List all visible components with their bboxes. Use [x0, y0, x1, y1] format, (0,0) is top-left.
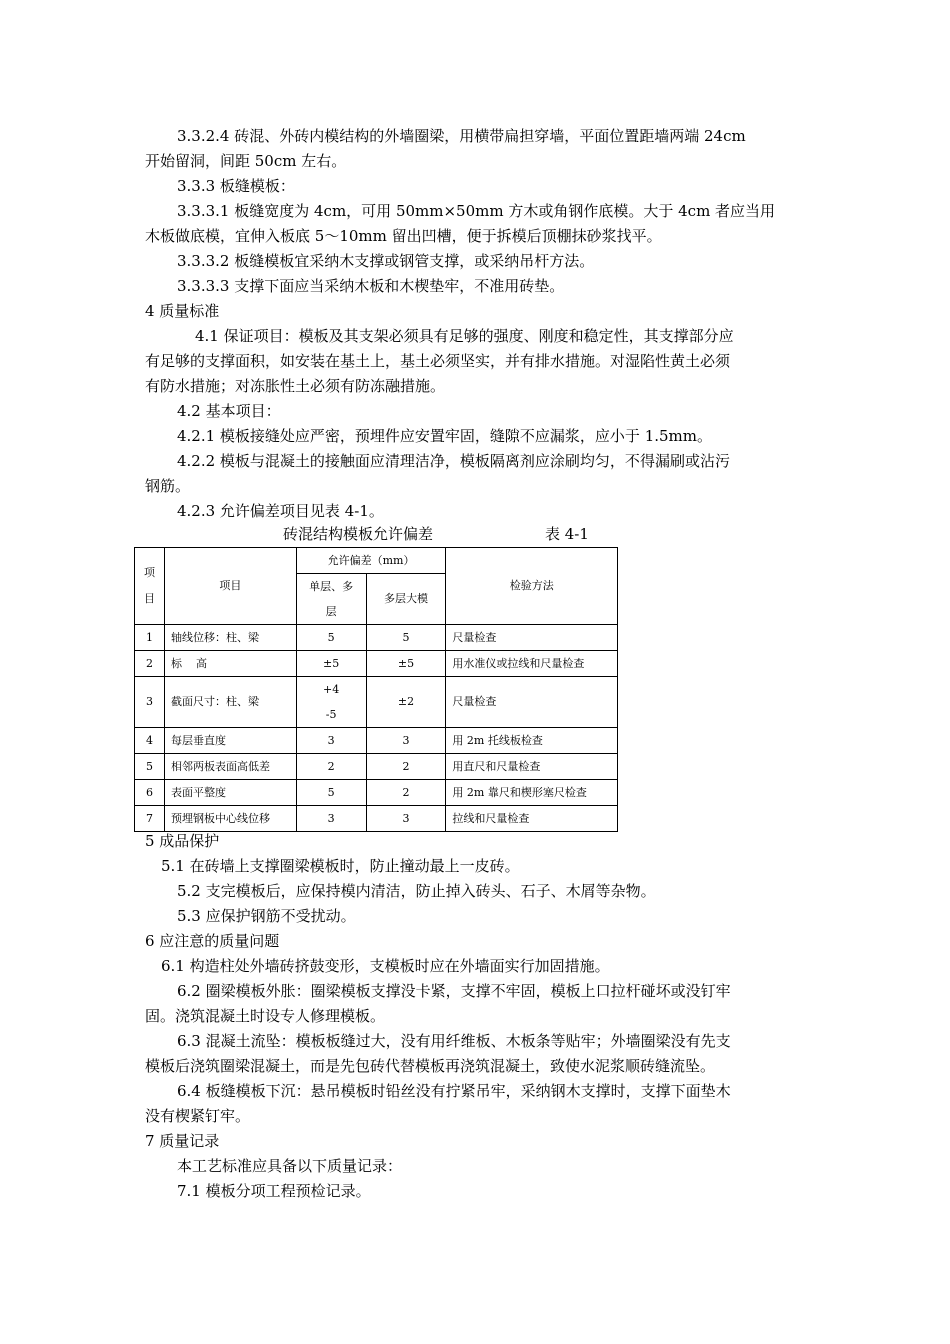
cell-method: 尺量检查 [446, 677, 618, 728]
header-deviation-single-line1: 单层、多 [309, 580, 354, 593]
table-row [135, 754, 618, 780]
paragraph-7-intro: 本工艺标准应具备以下质量记录： [177, 1157, 403, 1175]
section-heading-5: 5 成品保护 [145, 832, 220, 850]
cell-dev-single: 5 [296, 625, 366, 651]
cell-item: 截面尺寸：柱、梁 [164, 677, 296, 728]
cell-method: 用 2m 靠尺和楔形塞尺检查 [446, 780, 618, 806]
table-header-row-1 [135, 548, 618, 574]
paragraph-6-1: 6.1 构造柱处外墙砖挤鼓变形，支模板时应在外墙面实行加固措施。 [161, 957, 610, 975]
cell-no: 7 [135, 806, 165, 832]
cell-no: 3 [135, 677, 165, 728]
paragraph-3-3-3-1-line1: 3.3.3.1 板缝宽度为 4cm，可用 50mm×50mm 方木或角钢作底模。大于 4cm 者应当用 [177, 202, 776, 220]
header-no-char-1: 项 [143, 566, 155, 579]
paragraph-6-2-line1: 6.2 圈梁模板外胀：圈梁模板支撑没卡紧，支撑不牢固，模板上口拉杆碰坏或没钉牢 [177, 982, 731, 1000]
header-deviation-multi: 多层大模 [366, 574, 446, 625]
table-row [135, 806, 618, 832]
paragraph-4-2-2-line2: 钢筋。 [145, 477, 191, 495]
cell-dev-single: 3 [296, 728, 366, 754]
cell-no: 2 [135, 651, 165, 677]
paragraph-4-1-line2: 有足够的支撑面积，如安装在基土上，基土必须坚实，并有排水措施。对湿陷性黄土必须 [145, 352, 731, 370]
paragraph-6-2-line2: 固。浇筑混凝土时设专人修理模板。 [145, 1007, 386, 1025]
paragraph-4-2-1: 4.2.1 模板接缝处应严密，预埋件应安置牢固，缝隙不应漏浆，应小于 1.5mm。 [177, 427, 713, 445]
deviation-table [134, 547, 618, 832]
cell-method: 用 2m 托线板检查 [446, 728, 618, 754]
paragraph-5-3: 5.3 应保护钢筋不受扰动。 [177, 907, 356, 925]
paragraph-3-3-3-3: 3.3.3.3 支撑下面应当采纳木板和木楔垫牢，不准用砖垫。 [177, 277, 565, 295]
table-caption-number: 表 4-1 [545, 525, 589, 543]
paragraph-7-1: 7.1 模板分项工程预检记录。 [177, 1182, 371, 1200]
cell-item: 预埋钢板中心线位移 [164, 806, 296, 832]
table-caption-title: 砖混结构模板允许偏差 [283, 525, 434, 543]
cell-item: 表面平整度 [164, 780, 296, 806]
header-deviation-single [296, 574, 366, 625]
cell-no: 4 [135, 728, 165, 754]
table-row [135, 728, 618, 754]
table-row [135, 780, 618, 806]
paragraph-6-3-line1: 6.3 混凝土流坠：模板板缝过大，没有用纤维板、木板条等贴牢；外墙圈梁没有先支 [177, 1032, 731, 1050]
paragraph-4-2: 4.2 基本项目： [177, 402, 281, 420]
cell-no: 6 [135, 780, 165, 806]
table-row [135, 651, 618, 677]
cell-dev-multi: 2 [366, 780, 446, 806]
cell-dev-multi: 5 [366, 625, 446, 651]
paragraph-4-1-line3: 有防水措施；对冻胀性土必须有防冻融措施。 [145, 377, 446, 395]
header-no-char-2: 目 [143, 592, 155, 605]
cell-dev-single: 2 [296, 754, 366, 780]
section-heading-6: 6 应注意的质量问题 [145, 932, 280, 950]
paragraph-6-4-line2: 没有楔紧钉牢。 [145, 1107, 251, 1125]
cell-item: 每层垂直度 [164, 728, 296, 754]
header-method: 检验方法 [446, 548, 618, 625]
cell-dev-single: ±5 [296, 651, 366, 677]
paragraph-3-3-2-4-line2: 开始留洞，间距 50cm 左右。 [145, 152, 347, 170]
paragraph-4-1-line1: 4.1 保证项目：模板及其支架必须具有足够的强度、刚度和稳定性，其支撑部分应 [195, 327, 734, 345]
cell-no: 1 [135, 625, 165, 651]
section-heading-7: 7 质量记录 [145, 1132, 220, 1150]
paragraph-6-3-line2: 模板后浇筑圈梁混凝土，而是先包砖代替模板再浇筑混凝土，致使水泥浆顺砖缝流坠。 [145, 1057, 716, 1075]
header-no [135, 548, 165, 625]
cell-dev-single-upper: +4 [323, 683, 340, 696]
table-row [135, 677, 618, 728]
cell-dev-multi: 3 [366, 806, 446, 832]
cell-method: 尺量检查 [446, 625, 618, 651]
cell-dev-multi: ±5 [366, 651, 446, 677]
paragraph-3-3-2-4-line1: 3.3.2.4 砖混、外砖内模结构的外墙圈梁，用横带扁担穿墙，平面位置距墙两端 24cm [177, 127, 746, 145]
paragraph-5-1: 5.1 在砖墙上支撑圈梁模板时，防止撞动最上一皮砖。 [161, 857, 520, 875]
paragraph-4-2-2-line1: 4.2.2 模板与混凝土的接触面应清理洁净，模板隔离剂应涂刷均匀，不得漏刷或沾污 [177, 452, 730, 470]
cell-dev-multi: 2 [366, 754, 446, 780]
table-row [135, 625, 618, 651]
cell-method: 用水准仪或拉线和尺量检查 [446, 651, 618, 677]
header-item: 项目 [164, 548, 296, 625]
cell-no: 5 [135, 754, 165, 780]
cell-item: 标 高 [164, 651, 296, 677]
cell-dev-single-lower: -5 [325, 708, 337, 721]
cell-dev-multi: 3 [366, 728, 446, 754]
cell-method: 拉线和尺量检查 [446, 806, 618, 832]
cell-dev-single [296, 677, 366, 728]
paragraph-3-3-3-1-line2: 木板做底模，宜伸入板底 5～10mm 留出凹槽，便于拆模后顶棚抹砂浆找平。 [145, 227, 662, 245]
header-deviation-single-line2: 层 [325, 605, 337, 618]
paragraph-4-2-3: 4.2.3 允许偏差项目见表 4-1。 [177, 502, 384, 520]
paragraph-5-2: 5.2 支完模板后，应保持模内清洁，防止掉入砖头、石子、木屑等杂物。 [177, 882, 656, 900]
cell-item: 相邻两板表面高低差 [164, 754, 296, 780]
cell-dev-multi: ±2 [366, 677, 446, 728]
paragraph-3-3-3-2: 3.3.3.2 板缝模板宜采纳木支撑或钢管支撑，或采纳吊杆方法。 [177, 252, 595, 270]
heading-3-3-3: 3.3.3 板缝模板： [177, 177, 295, 195]
cell-method: 用直尺和尺量检查 [446, 754, 618, 780]
cell-dev-single: 5 [296, 780, 366, 806]
paragraph-6-4-line1: 6.4 板缝模板下沉：悬吊模板时铅丝没有拧紧吊牢，采纳钢木支撑时，支撑下面垫木 [177, 1082, 731, 1100]
cell-item: 轴线位移：柱、梁 [164, 625, 296, 651]
section-heading-4: 4 质量标准 [145, 302, 220, 320]
cell-dev-single: 3 [296, 806, 366, 832]
header-deviation: 允许偏差（mm） [296, 548, 446, 574]
